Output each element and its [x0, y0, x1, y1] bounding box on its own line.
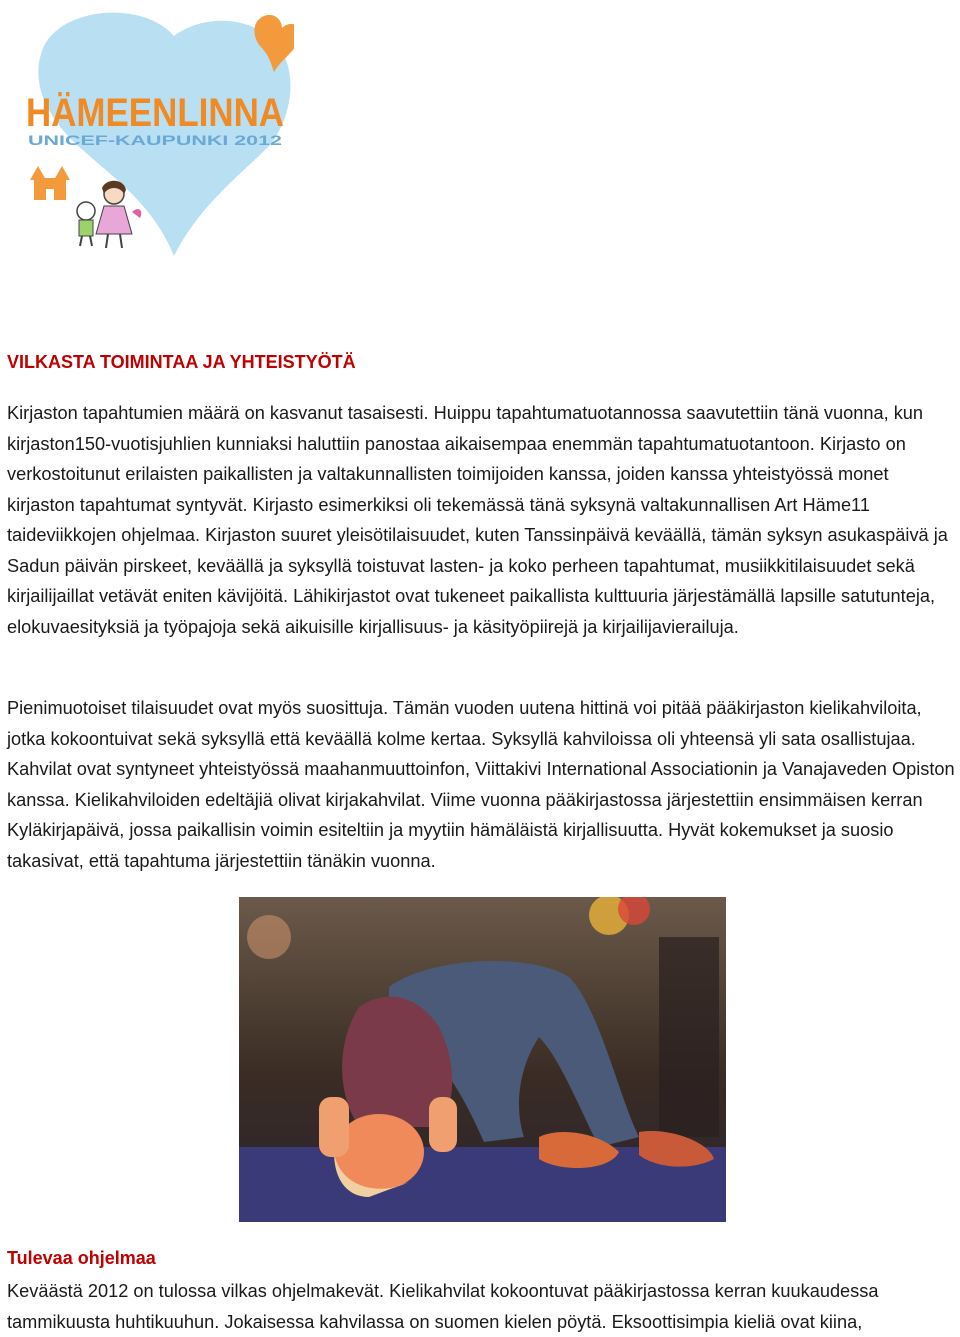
castle-icon: [30, 166, 70, 200]
photo-illustration: [239, 897, 726, 1222]
child-dancing-photo: [239, 897, 726, 1222]
logo-graphic: [24, 6, 294, 258]
section-heading-vilkasta: VILKASTA TOIMINTAA JA YHTEISTYÖTÄ: [7, 352, 356, 372]
section-heading-tulevaa: Tulevaa ohjelmaa: [7, 1248, 156, 1268]
logo-city-name: HÄMEENLINNA: [26, 91, 284, 135]
paragraph-upcoming: Keväästä 2012 on tulossa vilkas ohjelmakevät. Kielikahvilat kokoontuvat pääkirjastossa kerran kuukaudessa tammikuusta huhtikuuhun. Jokaisessa kahvilassa on suomen kielen pöytä. Eksoottisimpia kieliä ovat kiina,: [7, 1281, 879, 1332]
paragraph-events: Kirjaston tapahtumien määrä on kasvanut tasaisesti. Huippu tapahtumatuotannossa saavutettiin tänä vuonna, kun kirjaston150-vuotisjuhlien kunniaksi haluttiin panostaa aikaisempaa enemmän tapahtumatuotantoon. Kirjasto on verkostoitunut erilaisten paikallisten ja valtakunnallisten toimijoiden kanssa, joiden kanssa yhteistyössä monet kirjaston tapahtumat syntyvät. Kirjasto esimerkiksi oli tekemässä tänä syksynä valtakunnallisen Art Häme11 taideviikkojen ohjelmaa. Kirjaston suuret yleisötilaisuudet, kuten Tanssinpäivä keväällä, tämän syksyn asukaspäivä ja Sadun päivän pirskeet, keväällä ja syksyllä toistuvat lasten- ja koko perheen tapahtumat, musiikkitilaisuudet sekä kirjailijaillat vetävät eniten kävijöitä. Lähikirjastot ovat tukeneet paikallista kulttuuria järjestämällä lapsille satutunteja, elokuvaesityksiä ja työpajoja sekä aikuisille kirjallisuus- ja käsityöpiirejä ja kirjailijavierailuja.: [7, 403, 948, 637]
paragraph-small-events: Pienimuotoiset tilaisuudet ovat myös suosittuja. Tämän vuoden uutena hittinä voi pitää pääkirjaston kielikahviloita, jotka kokoontuivat sekä syksyllä että keväällä kolme kertaa. Syksyllä kahviloissa oli yhteensä yli sata osallistujaa. Kahvilat ovat syntyneet yhteistyössä maahanmuuttoinfon, Viittakivi International Associationin ja Vanajaveden Opiston kanssa. Kielikahviloiden edeltäjiä olivat kirjakahvilat. Viime vuonna pääkirjastossa järjestettiin ensimmäisen kerran Kyläkirjapäivä, jossa paikallisin voimin esiteltiin ja myytiin hämäläistä kirjallisuutta. Hyvät kokemukset ja suosio takasivat, että tapahtuma järjestettiin tänäkin vuonna.: [7, 698, 955, 871]
hameenlinna-unicef-logo: [24, 6, 294, 258]
logo-subtitle: UNICEF-KAUPUNKI 2012: [28, 132, 283, 148]
